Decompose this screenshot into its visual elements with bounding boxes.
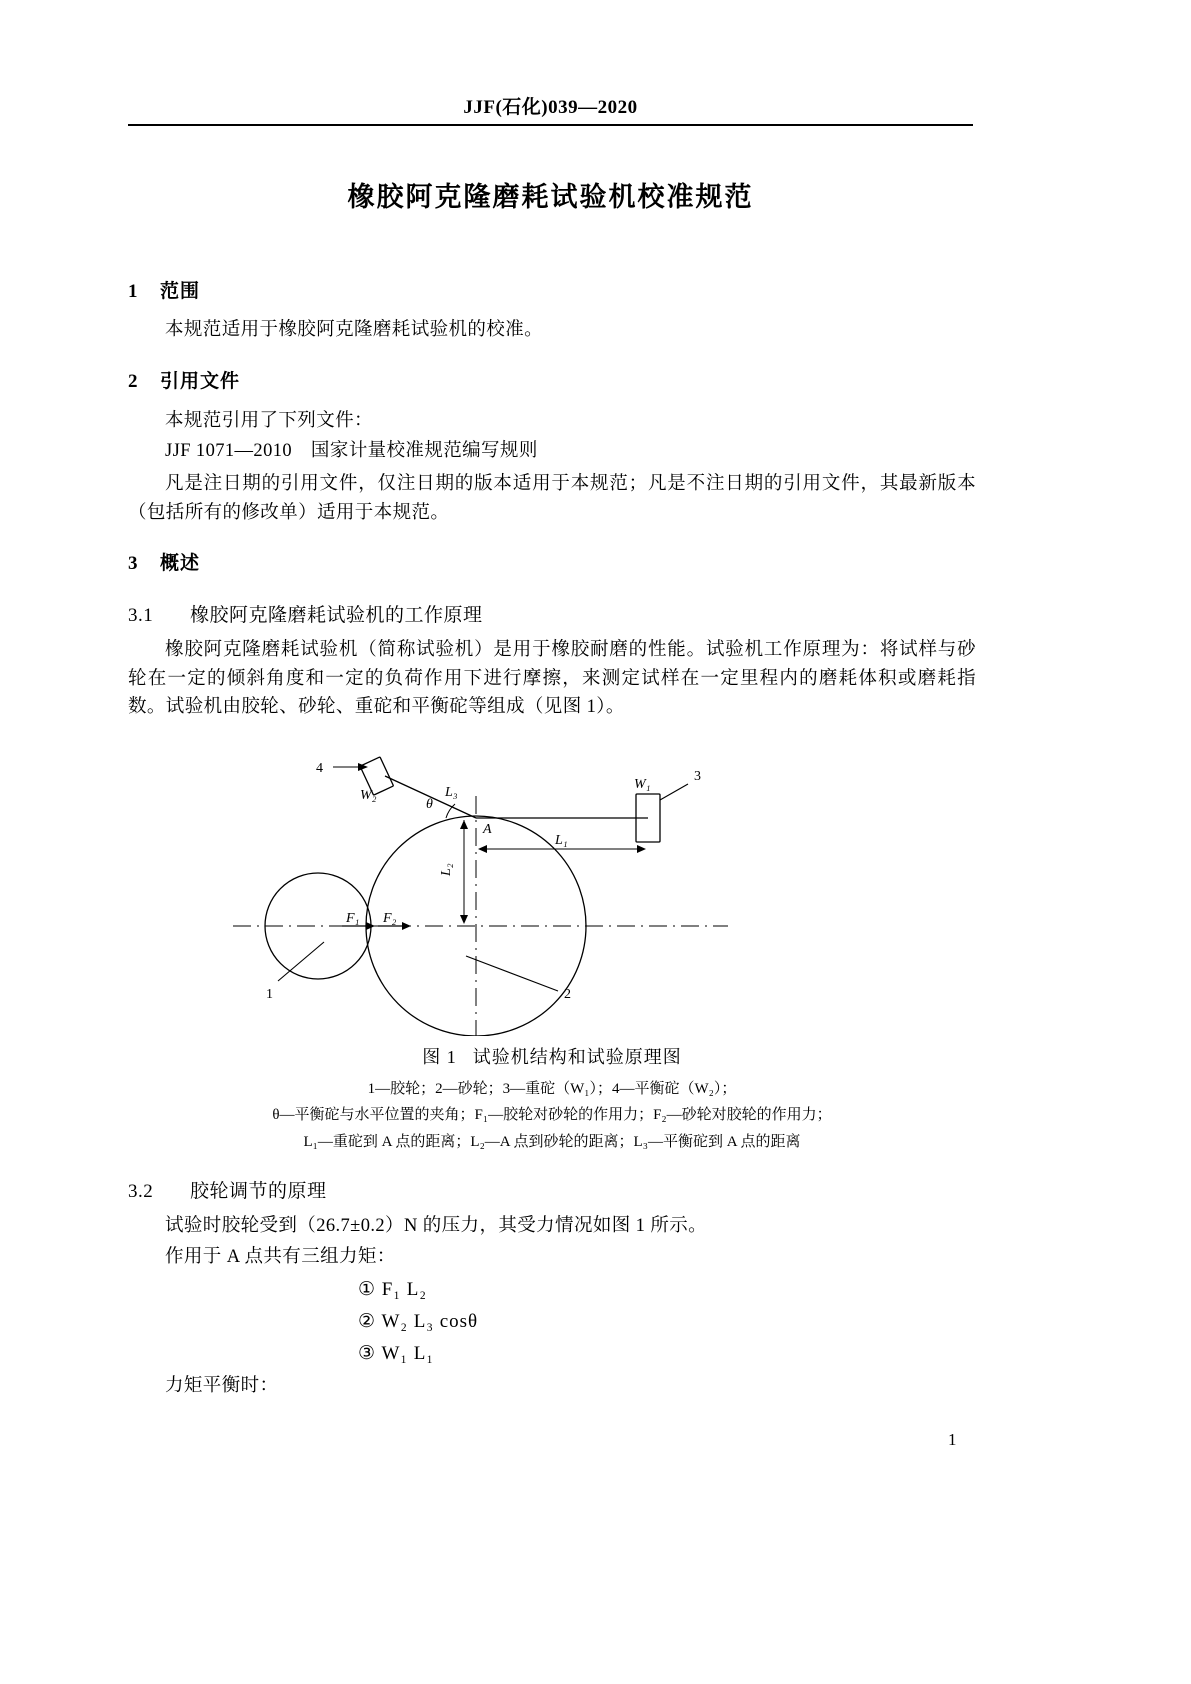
section-2-paragraph-1: 本规范引用了下列文件： [165,410,373,431]
figure-label-2: 2 [564,987,571,1003]
section-number-3: 3 [128,553,139,575]
figure-1-diagram [128,736,976,1036]
section-number-2: 2 [128,371,139,393]
figure-1-legend-line-3: L₁—重砣到 A 点的距离；L₂—A 点到砂轮的距离；L₃—平衡砣到 A 点的距离 [303,1133,801,1150]
figure-1-legend-line-1: 1—胶轮；2—砂轮；3—重砣（W₁）；4—平衡砣（W₂）； [367,1081,737,1098]
section-heading-3 [128,549,976,578]
section-title-3: 概述 [160,553,201,575]
section-2-paragraph-2: 凡是注日期的引用文件，仅注日期的版本适用于本规范；凡是不注日期的引用文件，其最新版本（包括所有的修改单）适用于本规范。 [128,473,976,523]
figure-1-title: 试验机结构和试验原理图 [472,1047,682,1068]
subsection-heading-3-2 [128,1177,976,1206]
running-head: JJF(石化)039—2020 [463,97,638,118]
figure-1-legend-line-2: θ—平衡砣与水平位置的夹角；F₁—胶轮对砂轮的作用力；F₂—砂轮对胶轮的作用力； [272,1107,832,1124]
page-number: 1 [948,1430,957,1449]
section-title-1: 范围 [160,281,201,302]
subsection-title-3-1: 橡胶阿克隆磨耗试验机的工作原理 [190,604,483,626]
subsection-3-1-paragraph: 橡胶阿克隆磨耗试验机（简称试验机）是用于橡胶耐磨的性能。试验机工作原理为：将试样与砂轮在一定的倾斜角度和一定的负荷作用下进行摩擦，来测定试样在一定里程内的磨耗体积或磨耗指数。试验机由胶轮、砂轮、重砣和平衡砣等组成（见图 1）。 [128,640,976,718]
formula-3: ③ W₁ L₁ [358,1343,434,1365]
figure-label-4: 4 [316,761,323,777]
figure-label-3: 3 [694,769,701,785]
section-1-paragraph-1: 本规范适用于橡胶阿克隆磨耗试验机的校准。 [165,320,544,341]
figure-1-legend [128,1076,976,1155]
formula-2: ② W₂ L₃ cosθ [358,1310,479,1332]
figure-label-1: 1 [266,987,273,1003]
figure-label-f2: F₂ [383,911,397,927]
subsection-3-2-paragraph-3: 力矩平衡时： [165,1375,279,1396]
document-body [128,255,976,1403]
section-2-reference: JJF 1071—2010 国家计量校准规范编写规则 [165,441,538,462]
subsection-heading-3-1 [128,601,976,630]
section-heading-2 [128,367,976,396]
figure-1-svg [128,736,976,1036]
figure-1-label: 图 1 [422,1047,457,1068]
section-title-2: 引用文件 [160,371,241,393]
subsection-number-3-2: 3.2 [128,1180,154,1202]
formula-1: ① F₁ L₂ [358,1278,427,1300]
page-title: 橡胶阿克隆磨耗试验机校准规范 [347,182,754,212]
figure-label-l2: L₂ [439,863,454,877]
figure-1-caption [128,1044,976,1072]
subsection-3-2-paragraph-2: 作用于 A 点共有三组力矩： [165,1246,396,1267]
figure-label-w1: W₁ [634,777,651,793]
section-heading-1 [128,277,976,306]
figure-label-f1: F₁ [346,911,360,927]
figure-label-l3: L₃ [445,785,458,801]
subsection-title-3-2: 胶轮调节的原理 [190,1180,327,1202]
section-number-1: 1 [128,281,139,302]
figure-label-theta: θ [426,797,433,813]
figure-label-a: A [483,822,492,838]
header-divider [128,124,973,126]
figure-label-w2: W₂ [360,788,377,804]
subsection-number-3-1: 3.1 [128,604,154,626]
subsection-3-2-paragraph-1: 试验时胶轮受到（26.7±0.2）N 的压力，其受力情况如图 1 所示。 [165,1216,708,1237]
figure-label-l1: L₁ [555,833,568,849]
